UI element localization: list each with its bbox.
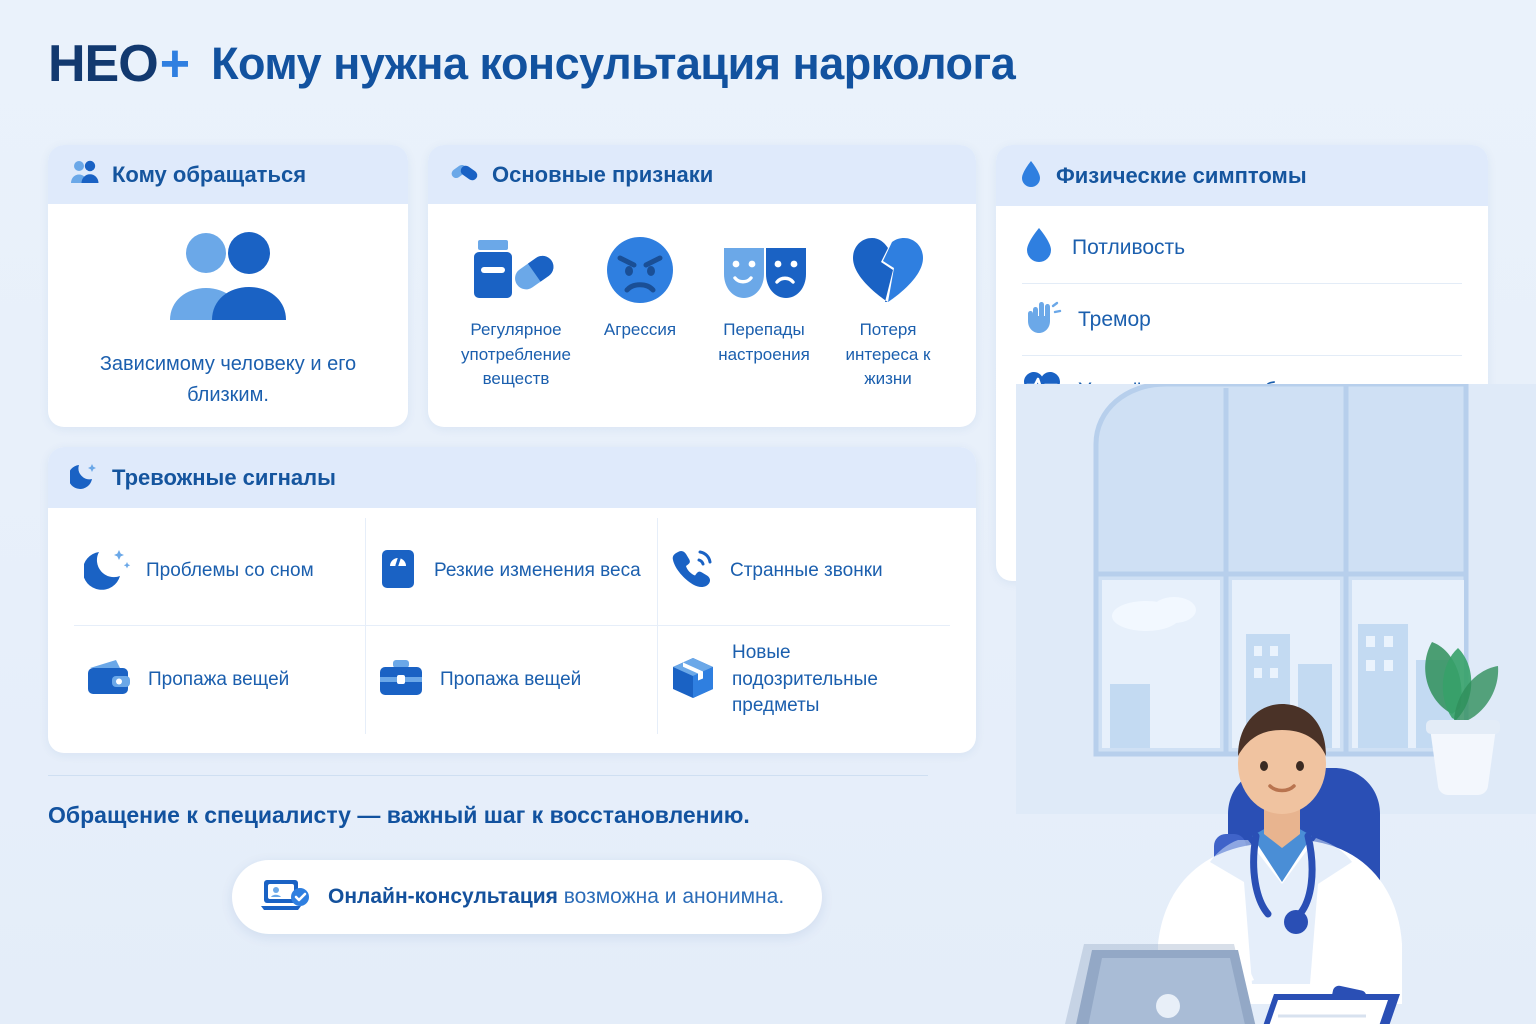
- medicine-bottle-icon: [470, 232, 562, 308]
- card-signs-title: Основные признаки: [492, 161, 714, 187]
- list-item-label: Резкие изменения веса: [434, 560, 641, 582]
- list-item: [366, 626, 658, 734]
- sign-label: Регулярное употребление веществ: [461, 320, 571, 389]
- card-who-text: Зависимому человеку и его близким.: [99, 353, 357, 406]
- footer-note: [48, 775, 928, 829]
- list-item-label: Новые подозрительные предметы: [732, 642, 878, 717]
- card-who-header: [48, 145, 408, 204]
- card-alarm-signals: [48, 447, 976, 753]
- online-consultation-strong: Онлайн-консультация: [328, 885, 558, 908]
- footer-note-text: Обращение к специалисту — важный шаг к восстановлению.: [48, 802, 750, 828]
- card-signs-body: [428, 204, 976, 410]
- box-icon: [668, 654, 718, 707]
- list-item-label: Проблемы со сном: [146, 560, 314, 582]
- logo-text: НЕО: [48, 35, 158, 93]
- sign-item: [828, 232, 948, 392]
- briefcase-icon: [376, 656, 426, 705]
- wallet-icon: [84, 656, 134, 705]
- list-item-label: Странные звонки: [730, 560, 883, 582]
- list-item: [366, 518, 658, 626]
- online-consultation-text: [328, 885, 784, 909]
- people-icon: [70, 159, 100, 190]
- shaking-hand-icon: [1022, 298, 1062, 341]
- list-item: [1022, 212, 1462, 284]
- logo: [48, 34, 189, 94]
- list-item: [1022, 284, 1462, 356]
- people-large-icon: [162, 230, 294, 327]
- signs-row: [450, 222, 954, 392]
- card-main-signs: [428, 145, 976, 427]
- card-who-title: Кому обращаться: [112, 161, 307, 187]
- card-phys-header: [996, 145, 1488, 206]
- sign-label: Потеря интереса к жизни: [845, 320, 931, 389]
- list-item: [74, 626, 366, 734]
- sign-item: [456, 232, 576, 392]
- sign-item: [580, 232, 700, 343]
- page-title: Кому нужна консультация нарколога: [211, 38, 1016, 89]
- card-who-to-contact: [48, 145, 408, 427]
- list-item-label: Пропажа вещей: [440, 668, 582, 690]
- card-phys-title: Физические симптомы: [1056, 162, 1307, 188]
- phone-call-icon: [668, 546, 716, 597]
- alarm-grid: [74, 518, 950, 734]
- card-who-body: [48, 204, 408, 427]
- sign-label: Перепады настроения: [718, 320, 810, 364]
- list-item-label: Тремор: [1078, 307, 1151, 331]
- list-item-label: Потливость: [1072, 235, 1186, 259]
- theater-masks-icon: [718, 232, 810, 308]
- card-signs-header: [428, 145, 976, 204]
- moon-stars-icon: [84, 546, 132, 597]
- logo-plus-icon: +: [159, 35, 190, 93]
- laptop-check-icon: [260, 875, 312, 920]
- sign-item: [704, 232, 824, 367]
- list-item-label: Пропажа вещей: [148, 668, 290, 690]
- pills-icon: [450, 159, 480, 190]
- sign-label: Агрессия: [603, 320, 677, 339]
- moon-stars-icon: [70, 461, 100, 494]
- droplet-icon: [1018, 159, 1044, 192]
- doctor-illustration: [896, 384, 1536, 1024]
- card-alarm-body: [48, 508, 976, 748]
- angry-face-icon: [602, 232, 678, 308]
- online-consultation-rest: возможна и анонимна.: [557, 885, 785, 908]
- scale-icon: [376, 546, 420, 597]
- list-item: [74, 518, 366, 626]
- card-alarm-title: Тревожные сигналы: [112, 464, 336, 490]
- droplet-icon: [1022, 226, 1056, 269]
- card-alarm-header: [48, 447, 976, 508]
- broken-heart-icon: [845, 232, 931, 308]
- online-consultation-badge: [232, 860, 822, 934]
- header: [48, 34, 1015, 94]
